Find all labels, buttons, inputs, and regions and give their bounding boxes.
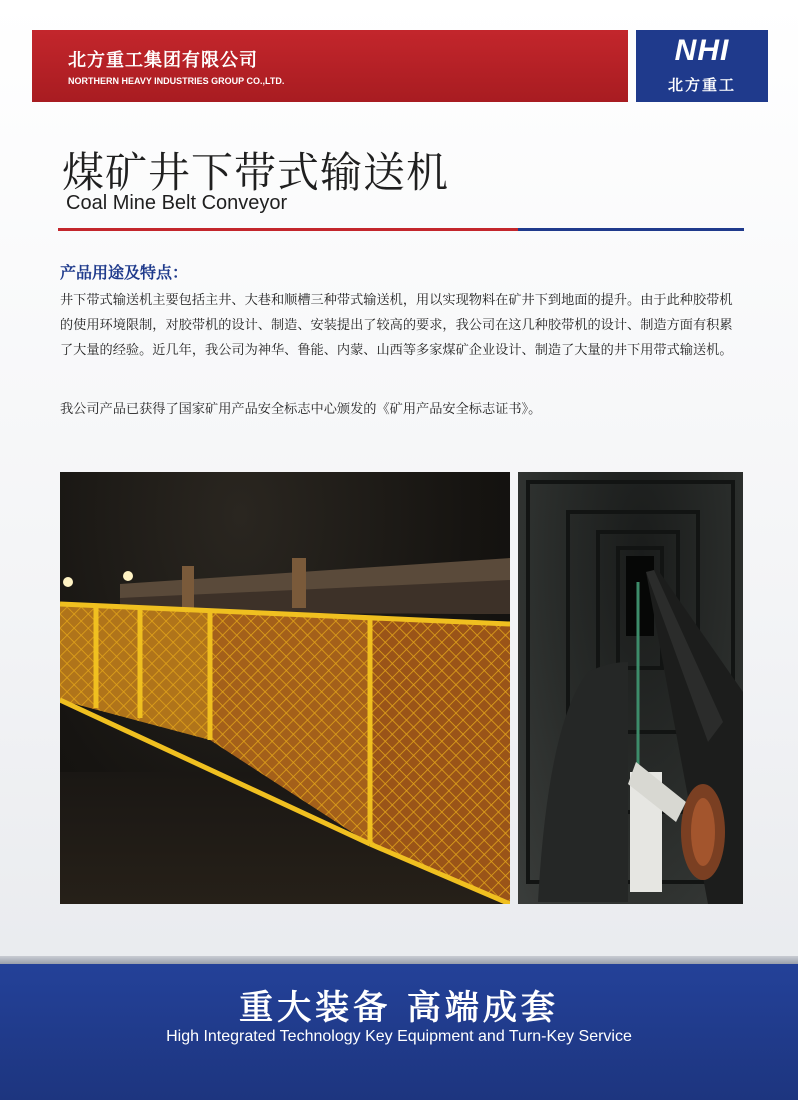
nhi-logo	[636, 30, 768, 102]
section-heading: 产品用途及特点：	[60, 263, 189, 282]
company-name-en: NORTHERN HEAVY INDUSTRIES GROUP CO.,LTD.	[68, 76, 285, 86]
logo-cn: 北方重工	[667, 76, 736, 94]
tunnel-conveyor-photo	[518, 472, 743, 904]
page-title-cn: 煤矿井下带式输送机	[62, 148, 450, 197]
slogan-en: High Integrated Technology Key Equipment and Turn-Key Service	[166, 1028, 632, 1045]
conveyor-fence-illustration	[60, 472, 510, 904]
tunnel-conveyor-illustration	[518, 472, 743, 904]
body-paragraph: 我公司产品已获得了国家矿用产品安全标志中心颁发的《矿用产品安全标志证书》。	[60, 402, 542, 417]
header-band	[32, 30, 628, 102]
footer-divider	[0, 956, 798, 964]
company-name-cn: 北方重工集团有限公司	[68, 50, 258, 71]
footer-band	[0, 956, 798, 1100]
title-rule-red	[58, 228, 518, 231]
logo-text: NHI	[674, 34, 730, 67]
body-paragraph: 井下带式输送机主要包括主井、大巷和顺槽三种带式输送机，用以实现物料在矿井下到地面的提升。由于此种胶带机的使用环境限制，对胶带机的设计、制造、安装提出了较高的要求，我公司在这几种胶带机的设计、制造方面有积累了大量的经验。近几年，我公司为神华、鲁能、内蒙、山西等多家煤矿企业设计、制造了大量的井下用带式输送机。	[60, 293, 733, 358]
conveyor-fence-photo	[60, 472, 510, 904]
slogan-cn: 重大装备 高端成套	[239, 988, 559, 1028]
title-rule-blue	[518, 228, 744, 231]
page-title-en: Coal Mine Belt Conveyor	[66, 192, 288, 214]
